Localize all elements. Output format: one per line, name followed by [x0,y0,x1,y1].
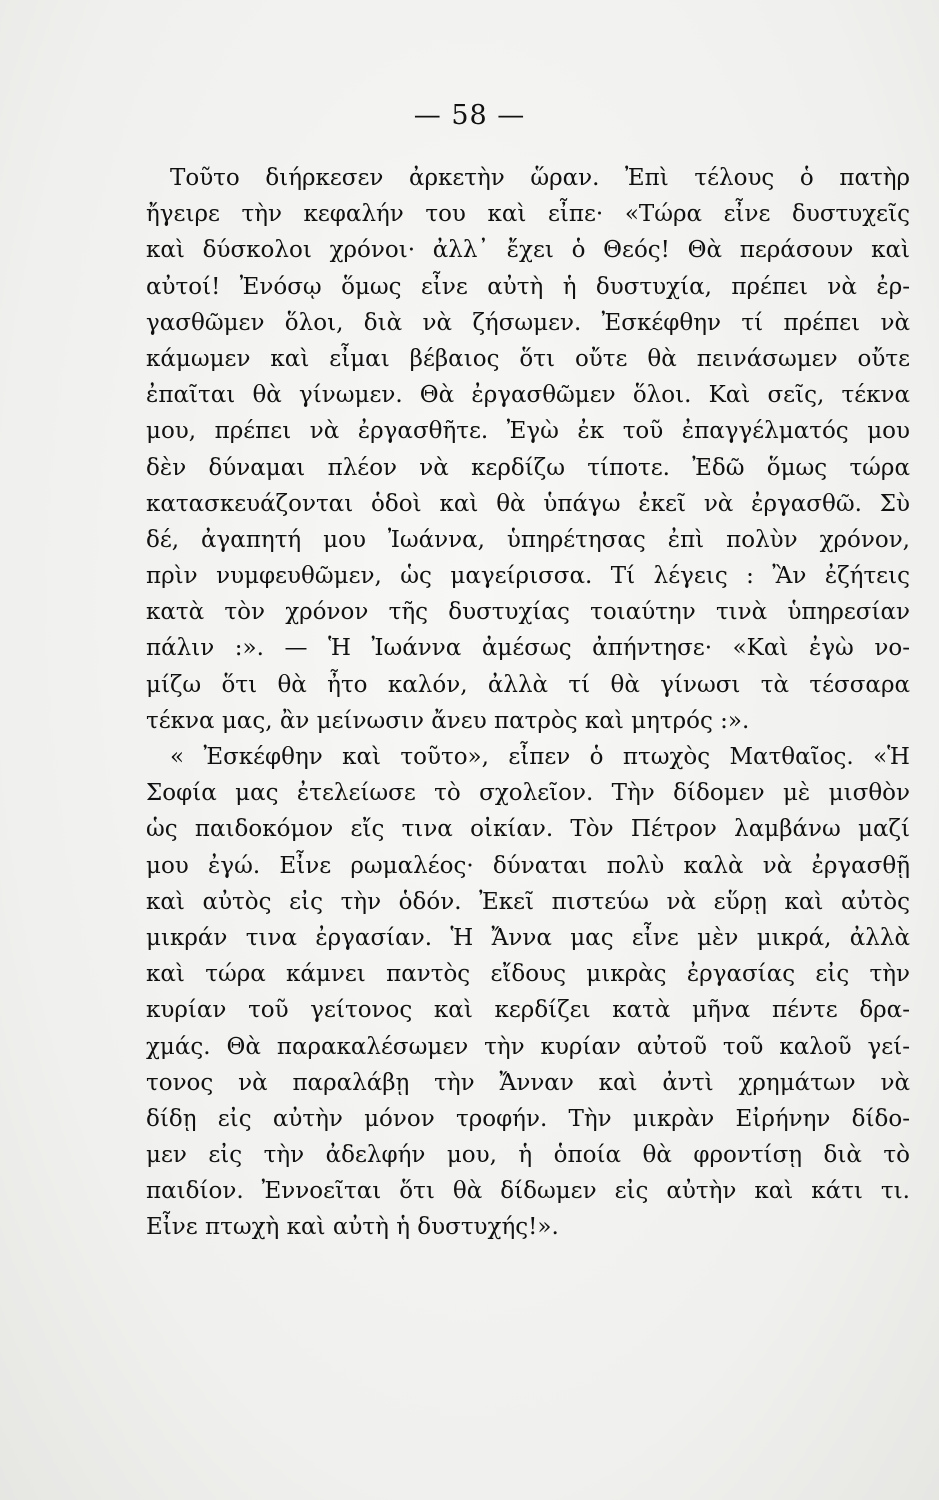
text-line: « Ἐσκέφθην καὶ τοῦτο», εἶπεν ὁ πτωχὸς Ματθαῖος. «Ἡ [170,744,910,770]
text-line: ἤγειρε τὴν κεφαλήν του καὶ εἶπε· «Τώρα εἶνε δυστυχεῖς [146,201,910,228]
text-line: ἐπαῖται θὰ γίνωμεν. Θὰ ἐργασθῶμεν ὅλοι. Καὶ σεῖς, τέκνα [146,382,910,409]
text-line: καὶ αὐτὸς εἰς τὴν ὁδόν. Ἐκεῖ πιστεύω νὰ εὕρῃ καὶ αὐτὸς [146,888,910,915]
text-line: καὶ τώρα κάμνει παντὸς εἴδους μικρὰς ἐργασίας εἰς τὴν [146,961,910,988]
text-line: Τοῦτο διήρκεσεν ἀρκετὴν ὥραν. Ἐπὶ τέλους ὁ πατὴρ [170,165,910,191]
text-line: τέκνα μας, ἂν μείνωσιν ἄνευ πατρὸς καὶ μητρός :». [146,707,750,734]
text-line: τονος νὰ παραλάβῃ τὴν Ἄνναν καὶ ἀντὶ χρημάτων νὰ [146,1069,910,1096]
text-line: μίζω ὅτι θὰ ἦτο καλόν, ἀλλὰ τί θὰ γίνωσι τὰ τέσσαρα [146,671,910,698]
text-line: αὐτοί! Ἐνόσῳ ὅμως εἶνε αὐτὴ ἡ δυστυχία, πρέπει νὰ ἐρ- [146,273,910,300]
text-line: ὡς παιδοκόμον εἴς τινα οἰκίαν. Τὸν Πέτρον λαμβάνω μαζί [146,816,910,843]
text-line: μεν εἰς τὴν ἀδελφήν μου, ἡ ὁποία θὰ φροντίσῃ διὰ τὸ [146,1142,910,1169]
text-line: δὲν δύναμαι πλέον νὰ κερδίζω τίποτε. Ἐδῶ ὅμως τώρα [146,454,910,481]
text-line: πρὶν νυμφευθῶμεν, ὡς μαγείρισσα. Τί λέγεις : Ἂν ἐζήτεις [146,563,910,590]
text-line: δίδῃ εἰς αὐτὴν μόνον τροφήν. Τὴν μικρὰν Εἰρήνην δίδο- [146,1105,910,1132]
text-line: μου ἐγώ. Εἶνε ρωμαλέος· δύναται πολὺ καλὰ νὰ ἐργασθῇ [146,852,910,879]
text-line: μου, πρέπει νὰ ἐργασθῆτε. Ἐγὼ ἐκ τοῦ ἐπαγγέλματός μου [146,418,910,445]
text-line: γασθῶμεν ὅλοι, διὰ νὰ ζήσωμεν. Ἐσκέφθην τί πρέπει νὰ [146,309,910,336]
text-line: Εἶνε πτωχὴ καὶ αὐτὴ ἡ δυστυχής!». [146,1214,559,1241]
text-line: κατὰ τὸν χρόνον τῆς δυστυχίας τοιαύτην τινὰ ὑπηρεσίαν [146,599,910,626]
text-line: Σοφία μας ἐτελείωσε τὸ σχολεῖον. Τὴν δίδομεν μὲ μισθὸν [146,780,910,807]
text-line: κατασκευάζονται ὁδοὶ καὶ θὰ ὑπάγω ἐκεῖ νὰ ἐργασθῶ. Σὺ [146,490,910,517]
body-text [146,160,910,1246]
page-number: — 58 — [413,100,526,131]
text-line: παιδίον. Ἐννοεῖται ὅτι θὰ δίδωμεν εἰς αὐτὴν καὶ κάτι τι. [146,1178,910,1205]
text-line: μικράν τινα ἐργασίαν. Ἡ Ἄννα μας εἶνε μὲν μικρά, ἀλλὰ [146,924,910,951]
text-line: πάλιν :». — Ἡ Ἰωάννα ἀμέσως ἀπήντησε· «Καὶ ἐγὼ νο- [146,635,910,662]
text-line: καὶ δύσκολοι χρόνοι· ἀλλ᾿ ἔχει ὁ Θεός! Θὰ περάσουν καὶ [146,237,910,264]
text-line: χμάς. Θὰ παρακαλέσωμεν τὴν κυρίαν αὐτοῦ τοῦ καλοῦ γεί- [146,1033,910,1060]
text-line: κυρίαν τοῦ γείτονος καὶ κερδίζει κατὰ μῆνα πέντε δρα- [146,997,910,1024]
text-line: δέ, ἀγαπητή μου Ἰωάννα, ὑπηρέτησας ἐπὶ πολὺν χρόνον, [146,526,910,553]
text-line: κάμωμεν καὶ εἶμαι βέβαιος ὅτι οὔτε θὰ πεινάσωμεν οὔτε [146,345,910,372]
